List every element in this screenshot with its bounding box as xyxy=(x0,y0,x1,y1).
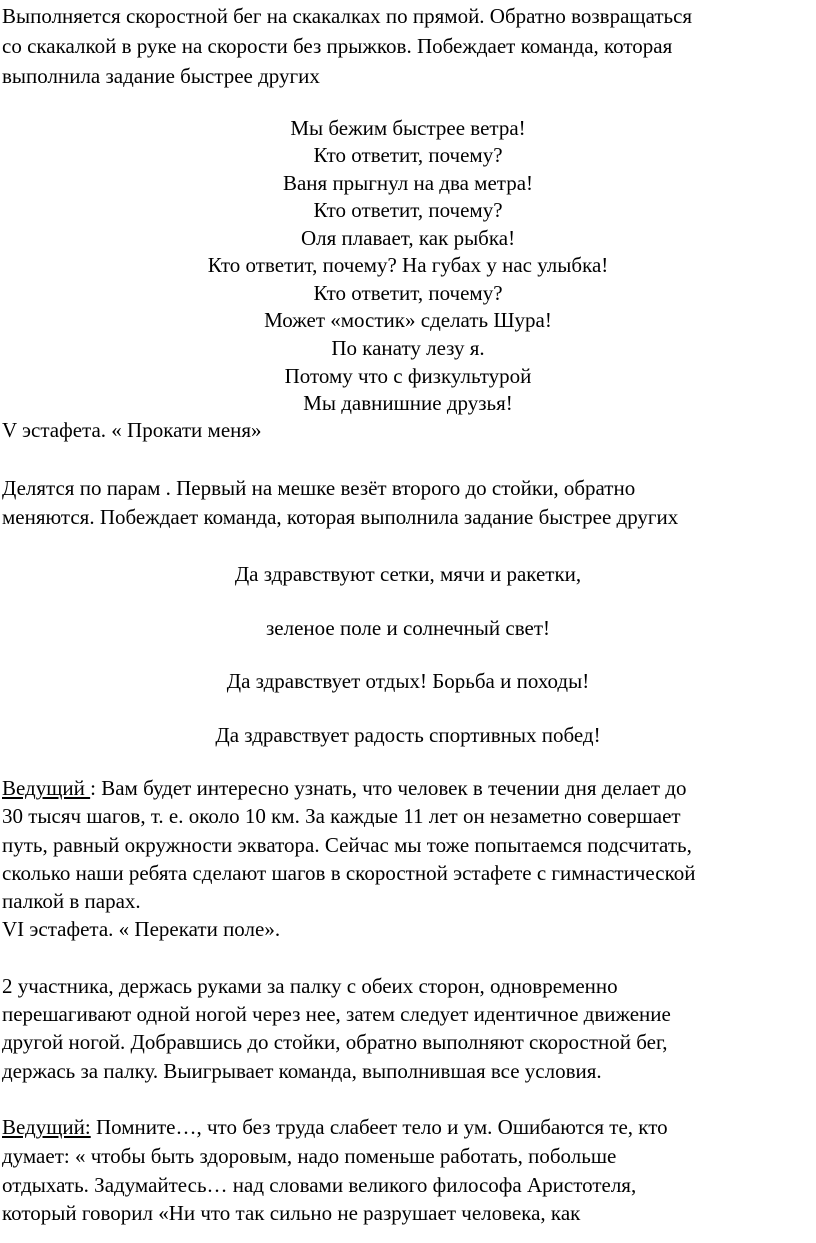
host-paragraph-line: сколько наши ребята сделают шагов в скоростной эстафете с гимнастической xyxy=(2,861,696,885)
poem-line: Да здравствует отдых! Борьба и походы! xyxy=(226,669,590,693)
poem-line: Кто ответит, почему? xyxy=(313,198,503,222)
poem-line: Мы давнишние друзья! xyxy=(303,391,513,415)
host-paragraph-line: который говорил «Ни что так сильно не разрушает человека, как xyxy=(2,1201,581,1225)
host-paragraph-line: палкой в парах. xyxy=(2,889,141,913)
intro-line: Выполняется скоростной бег на скакалках по прямой. Обратно возвращаться xyxy=(2,4,693,28)
relay-text-line: Делятся по парам . Первый на мешке везёт второго до стойки, обратно xyxy=(2,476,636,500)
relay-title: VI эстафета. « Перекати поле». xyxy=(2,917,281,941)
host-text: Помните…, что без труда слабеет тело и ум. Ошибаются те, кто xyxy=(90,1115,668,1139)
poem-line: Ваня прыгнул на два метра! xyxy=(282,171,534,195)
poem-line: Кто ответит, почему? xyxy=(313,281,503,305)
relay-text-line: 2 участника, держась руками за палку с обеих сторон, одновременно xyxy=(2,974,618,998)
poem-line: Да здравствуют сетки, мячи и ракетки, xyxy=(234,562,582,586)
poem-line: Кто ответит, почему? На губах у нас улыбка! xyxy=(207,253,609,277)
poem-line: Потому что с физкультурой xyxy=(284,364,532,388)
poem-line: Кто ответит, почему? xyxy=(313,143,503,167)
host-paragraph-line: отдыхать. Задумайтесь… над словами великого философа Аристотеля, xyxy=(2,1173,637,1197)
host-label: Ведущий xyxy=(2,776,91,800)
host-paragraph-line: думает: « чтобы быть здоровым, надо поменьше работать, побольше xyxy=(2,1144,617,1168)
intro-line: со скакалкой в руке на скорости без прыжков. Побеждает команда, которая xyxy=(2,34,673,58)
relay-text-line: меняются. Побеждает команда, которая выполнила задание быстрее других xyxy=(2,505,679,529)
host-paragraph-line: 30 тысяч шагов, т. е. около 10 км. За каждые 11 лет он незаметно совершает xyxy=(2,804,681,828)
host-text: : Вам будет интересно узнать, что человек в течении дня делает до xyxy=(90,776,687,800)
intro-line: выполнила задание быстрее других xyxy=(2,64,320,88)
poem-line: Оля плавает, как рыбка! xyxy=(300,226,516,250)
poem-line: Может «мостик» сделать Шура! xyxy=(264,308,552,332)
poem-line: зеленое поле и солнечный свет! xyxy=(265,616,551,640)
host-paragraph-line xyxy=(2,774,686,802)
poem-line: По канату лезу я. xyxy=(331,336,485,360)
host-label: Ведущий: xyxy=(2,1115,91,1139)
relay-text-line: держась за палку. Выигрывает команда, выполнившая все условия. xyxy=(2,1059,602,1083)
relay-text-line: другой ногой. Добравшись до стойки, обратно выполняют скоростной бег, xyxy=(2,1030,668,1054)
host-paragraph-line xyxy=(2,1113,668,1141)
poem-line: Да здравствует радость спортивных побед! xyxy=(215,723,601,747)
relay-title: V эстафета. « Прокати меня» xyxy=(2,418,262,442)
poem-line: Мы бежим быстрее ветра! xyxy=(290,116,526,140)
host-paragraph-line: путь, равный окружности экватора. Сейчас мы тоже попытаемся подсчитать, xyxy=(2,833,692,857)
relay-text-line: перешагивают одной ногой через нее, затем следует идентичное движение xyxy=(2,1002,671,1026)
